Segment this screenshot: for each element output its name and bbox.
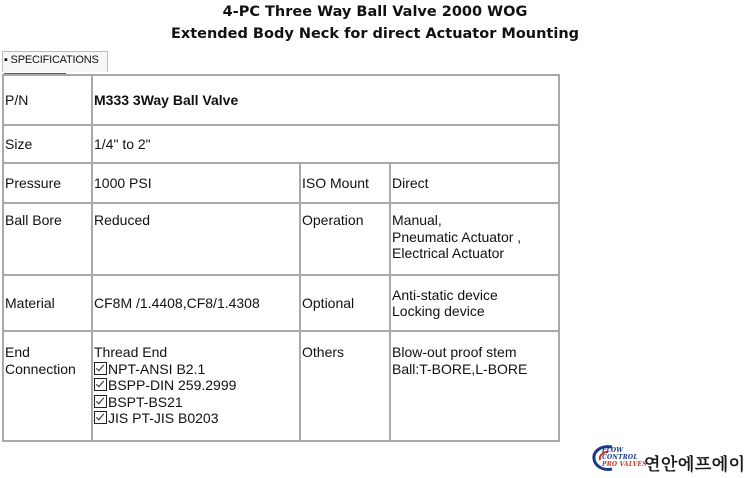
table-row xyxy=(3,163,559,203)
pn-label: P/N xyxy=(3,75,92,125)
operation-item: Manual, xyxy=(392,212,442,228)
spec-table xyxy=(2,74,560,442)
others-label: Others xyxy=(300,331,390,441)
page-subtitle: Extended Body Neck for direct Actuator Mounting xyxy=(170,26,580,42)
pn-value: M333 3Way Ball Valve xyxy=(92,75,559,125)
optional-item: Locking device xyxy=(392,303,485,319)
iso-mount-value: Direct xyxy=(390,163,559,203)
checkbox-checked-icon xyxy=(94,411,107,424)
operation-item: Electrical Actuator xyxy=(392,245,505,261)
section-tab-specifications: ▪ SPECIFICATIONS xyxy=(4,54,99,66)
thread-end-title: Thread End xyxy=(94,344,168,360)
page-title: 4-PC Three Way Ball Valve 2000 WOG xyxy=(222,4,528,20)
pressure-value: 1000 PSI xyxy=(92,163,300,203)
end-label-line: Connection xyxy=(5,360,76,377)
material-label: Material xyxy=(3,275,92,331)
operation-item: Pneumatic Actuator , xyxy=(392,228,522,245)
others-item: Blow-out proof stem xyxy=(392,344,517,360)
optional-value xyxy=(390,275,559,331)
thread-option-label: BSPP-DIN 259.2999 xyxy=(108,377,237,393)
checkbox-checked-icon xyxy=(94,378,107,391)
optional-label: Optional xyxy=(300,275,390,331)
others-value xyxy=(390,331,559,441)
thread-option xyxy=(94,361,298,378)
optional-item: Anti-static device xyxy=(392,286,498,303)
pressure-label: Pressure xyxy=(3,163,92,203)
iso-mount-label: ISO Mount xyxy=(300,163,390,203)
operation-label: Operation xyxy=(300,203,390,275)
thread-option-label: NPT-ANSI B2.1 xyxy=(108,360,206,377)
end-connection-label xyxy=(3,331,92,441)
table-row xyxy=(3,331,559,441)
material-value: CF8M /1.4408,CF8/1.4308 xyxy=(92,275,300,331)
checkbox-checked-icon xyxy=(94,395,107,408)
thread-option-label: JIS PT-JIS B0203 xyxy=(108,410,219,426)
ball-bore-value: Reduced xyxy=(92,203,300,275)
end-label-line: End xyxy=(5,344,30,360)
logo-text-pro-valves: PRO VALVES xyxy=(602,461,647,468)
operation-value xyxy=(390,203,559,275)
company-logo xyxy=(592,444,750,478)
logo-text-flow: FLOW xyxy=(602,447,624,454)
thread-option xyxy=(94,377,298,394)
checkbox-checked-icon xyxy=(94,362,107,375)
end-connection-value xyxy=(92,331,300,441)
size-value: 1/4" to 2" xyxy=(92,125,559,163)
thread-option xyxy=(94,410,298,427)
table-row xyxy=(3,75,559,125)
logo-korean-name: 연안에프에이 xyxy=(644,455,746,474)
ball-bore-label: Ball Bore xyxy=(3,203,92,275)
table-row xyxy=(3,125,559,163)
thread-option xyxy=(94,394,298,411)
thread-option-label: BSPT-BS21 xyxy=(108,393,183,410)
size-label: Size xyxy=(3,125,92,163)
table-row xyxy=(3,203,559,275)
table-row xyxy=(3,275,559,331)
logo-text-control: CONTROL xyxy=(602,454,638,461)
others-item: Ball:T-BORE,L-BORE xyxy=(392,360,528,377)
